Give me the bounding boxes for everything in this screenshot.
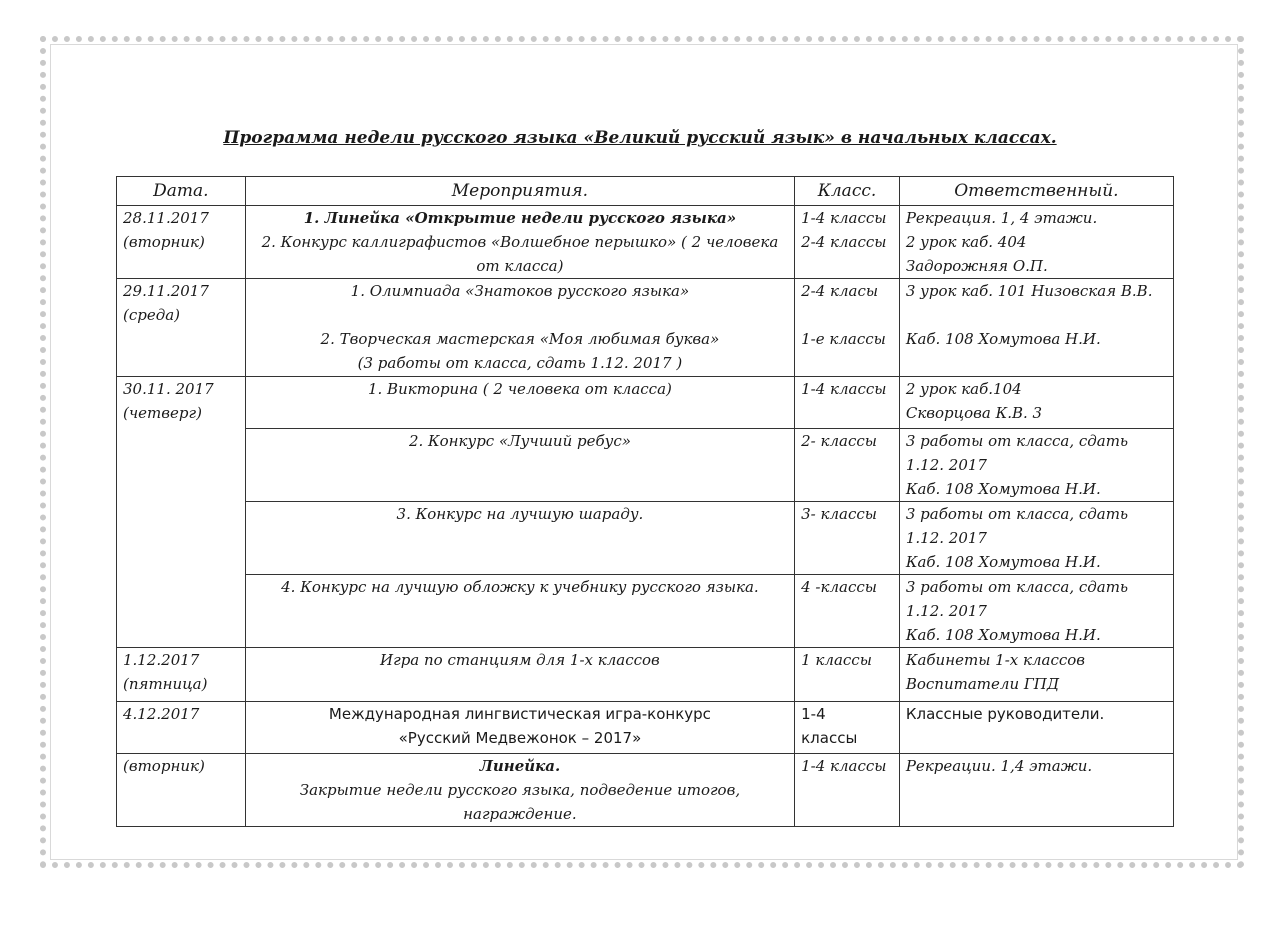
responsible-line: Классные руководители. bbox=[905, 705, 1105, 723]
date: 28.11.2017 bbox=[123, 209, 209, 227]
class-value: 2- классы bbox=[801, 432, 877, 450]
responsible-line: 3 работы от класса, сдать bbox=[905, 505, 1129, 523]
event-line: Линейка. bbox=[479, 757, 561, 775]
document-title: Программа недели русского языка «Великий русский язык» в начальных классах. bbox=[223, 128, 1057, 148]
class-cell bbox=[795, 279, 900, 377]
event-line: 2. Конкурс каллиграфистов «Волшебное перышко» ( 2 человека bbox=[261, 233, 779, 251]
class-cell bbox=[795, 575, 900, 648]
event-cell bbox=[245, 648, 794, 702]
event-line: 3. Конкурс на лучшую шараду. bbox=[396, 505, 644, 523]
weekday: (вторник) bbox=[123, 757, 205, 775]
date: 30.11. 2017 bbox=[123, 380, 214, 398]
event-cell bbox=[245, 377, 794, 429]
class-cell bbox=[795, 648, 900, 702]
class-value: 1-4 bbox=[801, 705, 826, 723]
date: 1.12.2017 bbox=[123, 651, 200, 669]
date-cell bbox=[117, 754, 246, 827]
class-value: 4 -классы bbox=[801, 578, 877, 596]
class-value: 2-4 классы bbox=[801, 233, 887, 251]
responsible-line: 1.12. 2017 bbox=[905, 602, 987, 620]
event-cell bbox=[245, 575, 794, 648]
event-line: 1. Олимпиада «Знатоков русского языка» bbox=[350, 282, 690, 300]
responsible-line: 1.12. 2017 bbox=[905, 529, 987, 547]
event-cell bbox=[245, 429, 794, 502]
class-value: 3- классы bbox=[801, 505, 877, 523]
class-value: 2-4 класы bbox=[801, 282, 879, 300]
header-date: Dата. bbox=[117, 177, 246, 206]
weekday: (вторник) bbox=[123, 233, 205, 251]
event-line: 4. Конкурс на лучшую обложку к учебнику русского языка. bbox=[281, 578, 759, 596]
class-value: 1-е классы bbox=[801, 330, 886, 348]
event-line: 1. Викторина ( 2 человека от класса) bbox=[367, 380, 672, 398]
class-cell bbox=[795, 206, 900, 279]
table-row bbox=[117, 702, 1174, 754]
table-row bbox=[117, 575, 1174, 648]
event-line: (3 работы от класса, сдать 1.12. 2017 ) bbox=[357, 354, 683, 372]
responsible-line: Каб. 108 Хомутова Н.И. bbox=[905, 480, 1101, 498]
responsible-line: Задорожняя О.П. bbox=[905, 257, 1048, 275]
event-cell bbox=[245, 279, 794, 377]
header-class: Класс. bbox=[795, 177, 900, 206]
table-row bbox=[117, 502, 1174, 575]
class-cell bbox=[795, 754, 900, 827]
table-row bbox=[117, 754, 1174, 827]
event-line: Игра по станциям для 1-х классов bbox=[380, 651, 660, 669]
responsible-cell bbox=[899, 502, 1173, 575]
responsible-cell bbox=[899, 206, 1173, 279]
class-value: 1 классы bbox=[801, 651, 872, 669]
header-event: Мероприятия. bbox=[245, 177, 794, 206]
event-cell bbox=[245, 502, 794, 575]
responsible-line: Рекреация. 1, 4 этажи. bbox=[905, 209, 1098, 227]
schedule-table bbox=[116, 176, 1174, 827]
header-responsible: Ответственный. bbox=[899, 177, 1173, 206]
date: 4.12.2017 bbox=[123, 705, 200, 723]
table-row bbox=[117, 377, 1174, 429]
event-cell bbox=[245, 206, 794, 279]
event-line: 2. Творческая мастерская «Моя любимая буква» bbox=[320, 330, 720, 348]
table-row bbox=[117, 648, 1174, 702]
class-cell bbox=[795, 702, 900, 754]
table-row bbox=[117, 279, 1174, 377]
class-value: 1-4 классы bbox=[801, 757, 887, 775]
date-cell bbox=[117, 279, 246, 377]
responsible-line: Скворцова К.В. 3 bbox=[905, 404, 1043, 422]
event-line: 2. Конкурс «Лучший ребус» bbox=[408, 432, 631, 450]
table-row bbox=[117, 429, 1174, 502]
responsible-line: Кабинеты 1-х классов bbox=[905, 651, 1086, 669]
responsible-line: 3 работы от класса, сдать bbox=[905, 578, 1129, 596]
responsible-line: Каб. 108 Хомутова Н.И. bbox=[905, 330, 1101, 348]
responsible-cell bbox=[899, 429, 1173, 502]
responsible-cell bbox=[899, 279, 1173, 377]
date-cell bbox=[117, 377, 246, 648]
responsible-line: 3 работы от класса, сдать bbox=[905, 432, 1129, 450]
date-cell bbox=[117, 206, 246, 279]
date: 29.11.2017 bbox=[123, 282, 209, 300]
class-value: классы bbox=[801, 729, 858, 747]
class-value: 1-4 классы bbox=[801, 380, 887, 398]
event-line: «Русский Медвежонок – 2017» bbox=[398, 729, 642, 747]
date-cell bbox=[117, 702, 246, 754]
class-cell bbox=[795, 377, 900, 429]
responsible-line: Каб. 108 Хомутова Н.И. bbox=[905, 626, 1101, 644]
responsible-cell bbox=[899, 754, 1173, 827]
responsible-line: 2 урок каб. 404 bbox=[905, 233, 1027, 251]
responsible-line: 1.12. 2017 bbox=[905, 456, 987, 474]
responsible-cell bbox=[899, 377, 1173, 429]
responsible-line: Рекреации. 1,4 этажи. bbox=[905, 757, 1093, 775]
responsible-line: Воспитатели ГПД bbox=[905, 675, 1060, 693]
responsible-cell bbox=[899, 702, 1173, 754]
responsible-line: 2 урок каб.104 bbox=[905, 380, 1022, 398]
responsible-line: 3 урок каб. 101 Низовская В.В. bbox=[905, 282, 1153, 300]
event-line: Международная лингвистическая игра-конкурс bbox=[328, 705, 711, 723]
class-cell bbox=[795, 429, 900, 502]
responsible-cell bbox=[899, 648, 1173, 702]
event-line: 1. Линейка «Открытие недели русского языка» bbox=[303, 209, 737, 227]
weekday: (четверг) bbox=[123, 404, 202, 422]
class-cell bbox=[795, 502, 900, 575]
header-row bbox=[117, 177, 1174, 206]
date-cell bbox=[117, 648, 246, 702]
event-line: от класса) bbox=[476, 257, 564, 275]
class-value: 1-4 классы bbox=[801, 209, 887, 227]
weekday: (среда) bbox=[123, 306, 181, 324]
responsible-line: Каб. 108 Хомутова Н.И. bbox=[905, 553, 1101, 571]
table-row bbox=[117, 206, 1174, 279]
event-cell bbox=[245, 754, 794, 827]
weekday: (пятница) bbox=[123, 675, 208, 693]
event-line: Закрытие недели русского языка, подведение итогов, награждение. bbox=[299, 781, 741, 823]
event-cell bbox=[245, 702, 794, 754]
responsible-cell bbox=[899, 575, 1173, 648]
